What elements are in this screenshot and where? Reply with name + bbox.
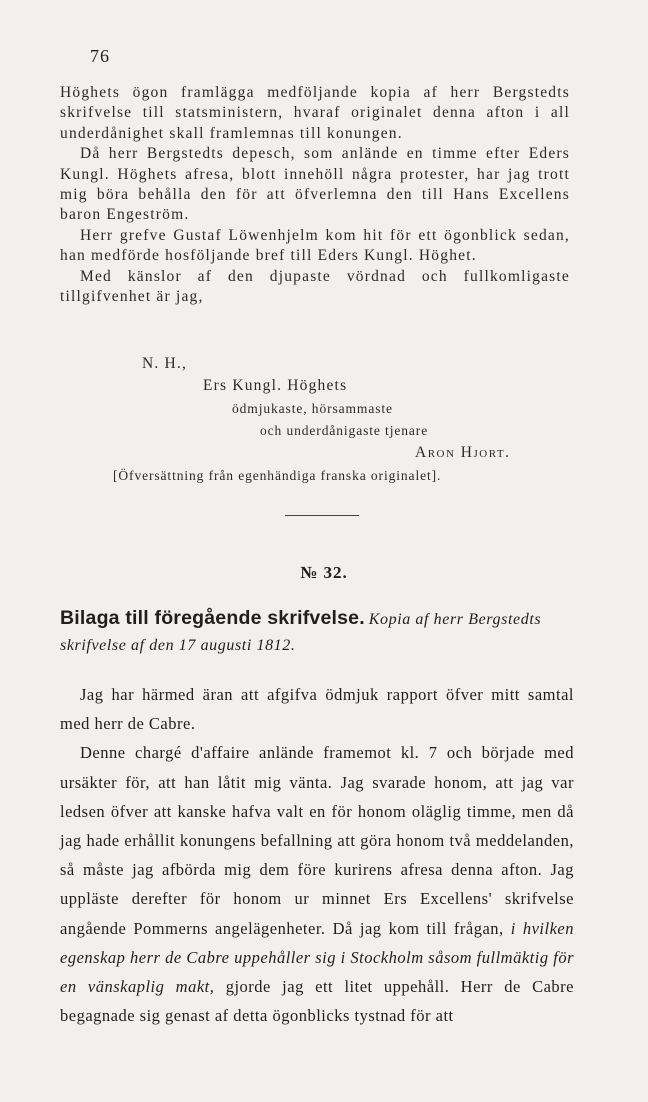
letter-paragraph: Herr grefve Gustaf Löwenhjelm kom hit för ett ögonblick sedan, han medförde hosföljande bref till Eders Kungl. Höghet. bbox=[60, 226, 570, 265]
letter-paragraph: Höghets ögon framlägga medföljande kopia af herr Bergstedts skrifvelse till statsministern, hvaraf originalet denna afton i all underdånighet skall framlemnas till konungen. bbox=[60, 84, 570, 142]
letter-initials: N. H., bbox=[142, 355, 188, 372]
annex-text: gjorde jag ett litet uppehåll. Herr de Cabre begagnade sig genast af detta ögonblicks tystnad för att bbox=[60, 977, 574, 1026]
closing-line-1: ödmjukaste, hörsammaste bbox=[232, 401, 393, 416]
letter-paragraph: Med känslor af den djupaste vördnad och fullkomligaste tillgifvenhet är jag, bbox=[60, 267, 570, 306]
annex-heading-lead: Bilaga till föregående skrifvelse. bbox=[60, 607, 365, 629]
letter-body bbox=[60, 83, 570, 307]
annex-body bbox=[60, 680, 574, 1030]
annex-paragraph: Jag har härmed äran att afgifva ödmjuk rapport öfver mitt samtal med herr de Cabre. bbox=[60, 685, 574, 734]
annex-number: № 32. bbox=[300, 563, 348, 582]
letter-salutation: Ers Kungl. Höghets bbox=[203, 377, 348, 394]
annex-italic-text: i hvilken egenskap herr de Cabre uppehåller sig i Stockholm såsom fullmäktig för en vänskaplig makt, bbox=[60, 918, 574, 997]
annex-paragraph bbox=[60, 738, 574, 1030]
letter-paragraph: Då herr Bergstedts depesch, som anlände en timme efter Eders Kungl. Höghets afresa, blott innehöll några protester, har jag trott mig böra behålla den för att öfverlemna den till Hans Excellens baron Engeström. bbox=[60, 145, 570, 224]
page-number: 76 bbox=[90, 46, 110, 66]
closing-line-2: och underdånigaste tjenare bbox=[260, 423, 429, 438]
section-divider bbox=[285, 515, 359, 516]
translation-note: [Öfversättning från egenhändiga franska originalet]. bbox=[113, 468, 442, 483]
annex-heading-rest: Kopia af herr Bergstedts skrifvelse af den 17 augusti 1812. bbox=[60, 611, 542, 654]
annex-heading bbox=[60, 605, 574, 659]
signature: Aron Hjort. bbox=[415, 444, 511, 461]
annex-text: Denne chargé d'affaire anlände framemot kl. 7 och började med ursäkter för, att han låtit mig vänta. Jag svarade honom, att jag var ledsen öfver att kanske hafva valt en för honom oläglig timme, men då jag hade erhållit konungens befallning att göra honom två meddelanden, så måste jag afbörda mig dem före kurirens afresa denna afton. Jag uppläste derefter för honom ur minnet Ers Excellens' skrifvelse angående Pommerns angelägenheter. Då jag kom till frågan, bbox=[60, 743, 574, 938]
